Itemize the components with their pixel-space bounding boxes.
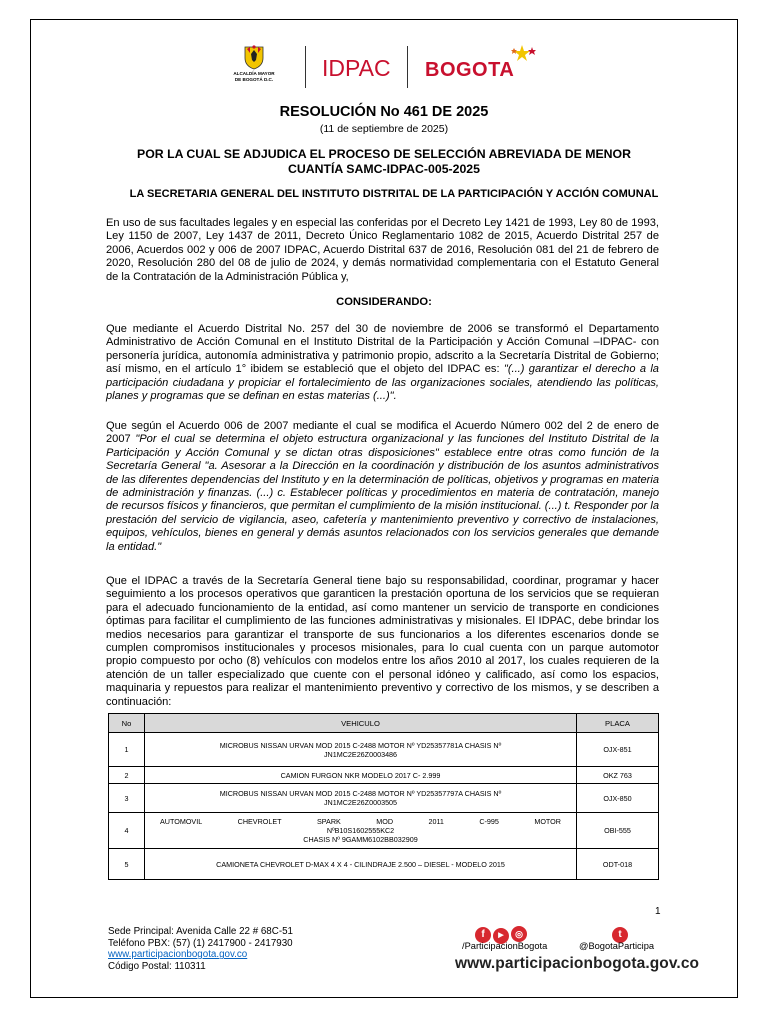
row-placa: OJX-851 [577,733,659,767]
paragraph-text: Que mediante el Acuerdo Distrital No. 257 del 30 de noviembre de 2006 se transformó el Departamento Administrativo de Acción Comunal en el Instituto Distrital de la Participación y Acción Comunal –IDPAC- con personería jurídica, autonomía administrativa y patrimonio propio, adscrito a la Secretaría Distrital de Gobierno; así mismo, en el artículo 1° ibidem se estableció que el objeto del IDPAC es: [106,323,659,376]
paragraph-text: Que según el Acuerdo 006 de 2007 mediante el cual se modifica el Acuerdo Número 002 del 2 de enero de 2007 [106,420,659,446]
phone-line: Teléfono PBX: (57) (1) 2417900 - 2417930 [108,937,293,949]
subject-line-1: POR LA CUAL SE ADJUDICA EL PROCESO DE SELECCIÓN ABREVIADA DE MENOR [137,147,631,161]
instagram-icon[interactable]: ◎ [511,926,527,942]
row-placa: OKZ 763 [577,767,659,784]
header-vehiculo: VEHICULO [145,714,577,733]
escudo-caption-2: DE BOGOTÁ D.C. [234,77,274,82]
logo-divider [305,46,306,88]
header-placa: PLACA [577,714,659,733]
coat-of-arms-icon [243,44,265,70]
resolution-subject [0,147,768,177]
resolution-date: (11 de septiembre de 2025) [319,123,449,135]
row-placa: ODT-018 [577,849,659,880]
vehicle-table [108,713,659,880]
header-no: No [109,714,145,733]
table-row [109,784,659,813]
vehicle-word: MOD [376,817,394,826]
vehicle-word: C-995 [479,817,499,826]
footer-website[interactable]: www.participacionbogota.gov.co [455,955,700,972]
table-row [109,813,659,849]
row-no: 5 [109,849,145,880]
vehicle-line: MICROBUS NISSAN URVAN MOD 2015 C-2488 MOTOR Nº YD25357797A CHASIS Nº [219,789,502,798]
idpac-logo: IDPAC [322,55,391,81]
considerando-heading: CONSIDERANDO: [336,296,432,308]
vehicle-line [148,817,573,826]
twitter-icon[interactable]: t [612,927,628,943]
vehicle-line: MICROBUS NISSAN URVAN MOD 2015 C-2488 MOTOR Nº YD25357781A CHASIS Nº [219,740,502,750]
quoted-text: "Por el cual se determina el objeto estructura organizacional y las funciones del Instituto Distrital de la Participación y Acción Comunal y se dictan otras disposiciones" establece entre otras como función de la Secretaría General "a. Asesorar a la Dirección en la coordinación y distribución de los asuntos administrativos de las diferentes dependencias del Instituto y en la determinación de políticas, objetivos y programas en materia de administración y finanzas. (...) c. Establecer políticas y procedimientos en materia de contratación, manejo de recursos físicos y financieros, que permitan el cumplimiento de la misión institucional. (...) t. Responder por la prestación del servicio de vigilancia, aseo, cafetería y mantenimiento preventivo y correctivo de instalaciones, equipos, vehículos, bienes en general y demás asuntos relacionados con los servicios generales que demande la entidad." [106,433,660,553]
considerando-paragraph-1 [106,323,659,403]
considerando-paragraph-3: Que el IDPAC a través de la Secretaría General tiene bajo su responsabilidad, coordinar, programar y hacer seguimiento a los procesos operativos que garanticen la prestación oportuna de los servicios que se requieran para el adecuado funcionamiento de la entidad, así como mantener un servicio de transporte en condiciones óptimas para facilitar el cumplimiento de las funciones administrativas y misionales. El IDPAC, debe brindar los medios necesarios para garantizar el transporte de sus funcionarios a los diferentes escenarios donde se cumplen compromisos institucionales y procesos misionales, para lo cual cuenta con un parque automotor propio compuesto por ocho (8) vehículos con modelos entre los años 2010 al 2017, los cuales requieren de la atención de un taller especializado que cuente con el personal idóneo y calificado, así como los espacios, maquinaria y repuestos para realizar el mantenimiento preventivo y correctivo de los mismos, y se describen a continuación: [106,575,659,708]
vehicle-word: SPARK [316,817,341,826]
row-vehiculo: CAMIONETA CHEVROLET D-MAX 4 X 4 - CILINDRAJE 2.500 – DIESEL - MODELO 2015 [145,849,577,880]
escudo-caption-1: ALCALDÍA MAYOR [233,71,275,76]
table-header-row [109,714,659,733]
row-no: 1 [109,733,145,767]
vehicle-word: 2011 [428,817,444,826]
resolution-title: RESOLUCIÓN No 461 DE 2025 [279,104,489,120]
row-vehiculo [145,784,577,813]
vehicle-line: CHASIS Nº 9GAMM6102BB032909 [303,835,418,844]
row-placa: OJX-850 [577,784,659,813]
page-number: 1 [655,906,661,917]
logo-divider [407,46,408,88]
star-icon [508,44,538,66]
header-logos [230,44,540,90]
footer-address [108,926,293,972]
vehicle-word: MOTOR [534,817,561,826]
vehicle-word: CHEVROLET [237,817,282,826]
row-vehiculo: CAMION FURGON NKR MODELO 2017 C- 2.999 [145,767,577,784]
issuer-heading: LA SECRETARIA GENERAL DEL INSTITUTO DISTRITAL DE LA PARTICIPACIÓN Y ACCIÓN COMUNAL [129,188,659,200]
quoted-text: "(...) garantizar el derecho a la participación ciudadana y propiciar el fortalecimiento de las organizaciones sociales, atendiendo las políticas, planes y programas que se definan en estas materias (...)". [106,363,659,403]
row-no: 2 [109,767,145,784]
bogota-logo: BOGOTA [425,59,515,81]
vehicle-line: JN1MC2E26Z0003505 [323,798,398,807]
row-placa: OBI-555 [577,813,659,849]
row-vehiculo [145,813,577,849]
twitter-handle[interactable]: @BogotaParticipa [579,941,655,951]
intro-paragraph: En uso de sus facultades legales y en especial las conferidas por el Decreto Ley 1421 de 1993, Ley 80 de 1993, Ley 1150 de 2007, Ley 1437 de 2011, Decreto Único Reglamentario 1082 de 2015, Acuerdo Distrital 257 de 2006, Acuerdos 002 y 006 de 2007 IDPAC, Acuerdo Distrital 637 de 2016, Resolución 081 del 21 de febrero de 2020, Resolución 280 del 08 de julio de 2024, y demás normatividad complementaria con el Estatuto General de la Contratación de la Administración Pública y, [106,217,659,283]
subject-line-2: CUANTÍA SAMC-IDPAC-005-2025 [287,162,480,176]
table-row [109,849,659,880]
facebook-icon[interactable]: f [475,927,491,943]
table-row [109,733,659,767]
table-row [109,767,659,784]
facebook-handle[interactable]: /ParticipacionBogota [462,941,548,951]
considerando-paragraph-2 [106,420,659,554]
alcaldia-logo [230,44,278,90]
vehicle-line: JN1MC2E26Z0003486 [323,749,398,759]
postal-line: Código Postal: 110311 [108,960,206,972]
row-no: 4 [109,813,145,849]
vehicle-line: NºB10S1602555KC2 [326,826,395,835]
vehicle-word: AUTOMOVIL [160,817,203,826]
row-no: 3 [109,784,145,813]
website-link[interactable]: www.participacionbogota.gov.co [108,949,248,961]
address-line: Sede Principal: Avenida Calle 22 # 68C-51 [108,926,293,937]
youtube-icon[interactable]: ▶ [493,928,509,944]
row-vehiculo [145,733,577,767]
